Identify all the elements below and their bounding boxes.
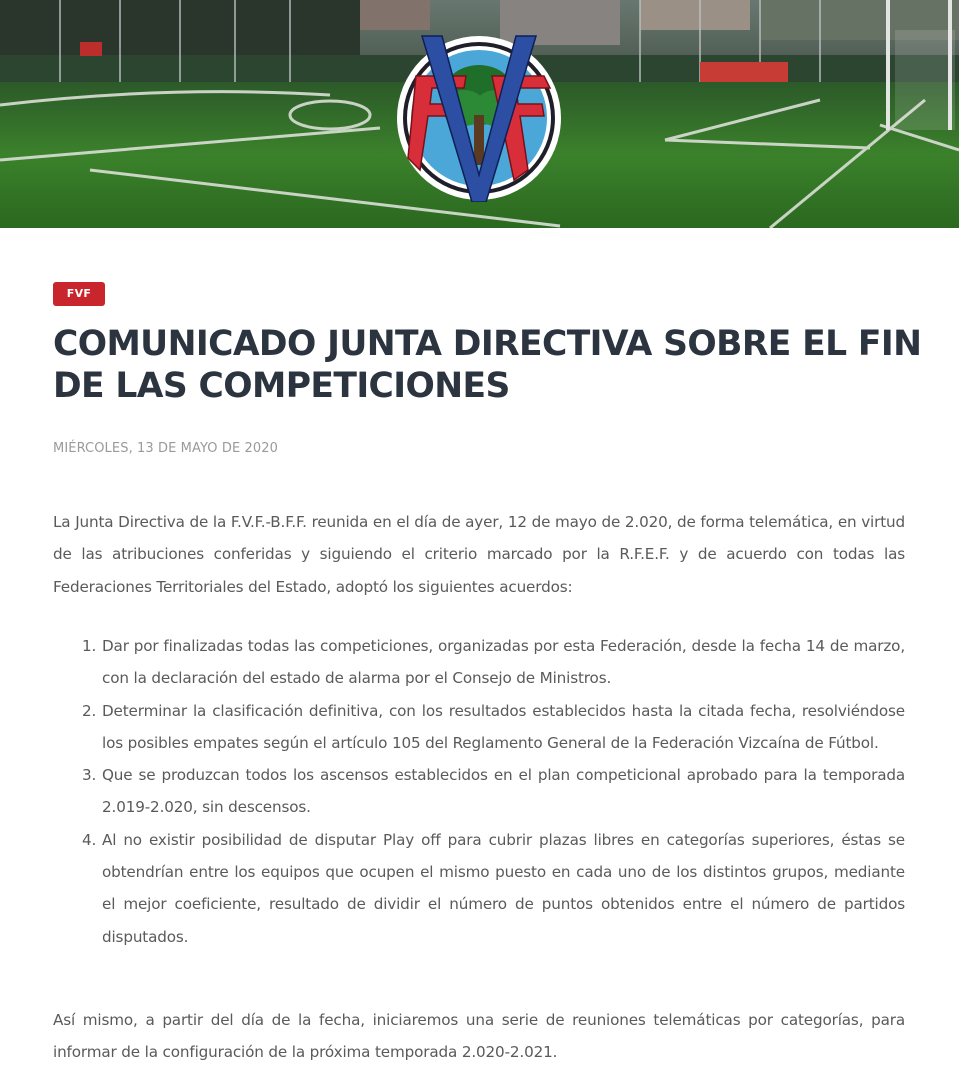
list-item-number: 3. <box>82 766 97 785</box>
article-intro-paragraph: La Junta Directiva de la F.V.F.-B.F.F. reunida en el día de ayer, 12 de mayo de 2.020, de forma telemática, en virtud de las atribuciones conferidas y siguiendo el criterio marcado por la R.F.E.F. y de acuerdo con todas las Federaciones Territoriales del Estado, adoptó los siguientes acuerdos: <box>53 513 905 596</box>
list-item-text: Que se produzcan todos los ascensos establecidos en el plan competicional aprobado para la temporada 2.019-2.020, sin descensos. <box>102 766 905 817</box>
article-date: MIÉRCOLES, 13 DE MAYO DE 2020 <box>53 441 278 456</box>
list-item <box>82 630 905 695</box>
list-item <box>82 695 905 760</box>
list-item-number: 2. <box>82 701 97 720</box>
list-item-text: Determinar la clasificación definitiva, con los resultados establecidos hasta la citada fecha, resolviéndose los posibles empates según el artículo 105 del Reglamento General de la Federación Vizcaína de Fútbol. <box>102 701 905 752</box>
article <box>0 228 959 1080</box>
hero-banner <box>0 0 959 228</box>
list-item-number: 4. <box>82 830 97 849</box>
article-title: COMUNICADO JUNTA DIRECTIVA SOBRE EL FIN DE LAS COMPETICIONES <box>53 324 922 406</box>
category-badge[interactable]: FVF <box>53 282 105 306</box>
list-item-number: 1. <box>82 637 97 655</box>
agreements-list <box>82 630 905 953</box>
fvf-bff-crest-logo <box>394 30 564 202</box>
list-item <box>82 824 905 953</box>
list-item-text: Dar por finalizadas todas las competiciones, organizadas por esta Federación, desde la fecha 14 de marzo, con la declaración del estado de alarma por el Consejo de Ministros. <box>102 637 905 688</box>
list-item-text: Al no existir posibilidad de disputar Play off para cubrir plazas libres en categorías superiores, éstas se obtendrían entre los equipos que ocupen el mismo puesto en cada uno de los distintos grupos, mediante el mejor coeficiente, resultado de dividir el número de puntos obtenidos entre el número de partidos disputados. <box>102 830 905 946</box>
list-item <box>82 759 905 824</box>
article-closing-paragraph: Así mismo, a partir del día de la fecha, iniciaremos una serie de reuniones telemáticas por categorías, para informar de la configuración de la próxima temporada 2.020-2.021. <box>53 1011 905 1062</box>
